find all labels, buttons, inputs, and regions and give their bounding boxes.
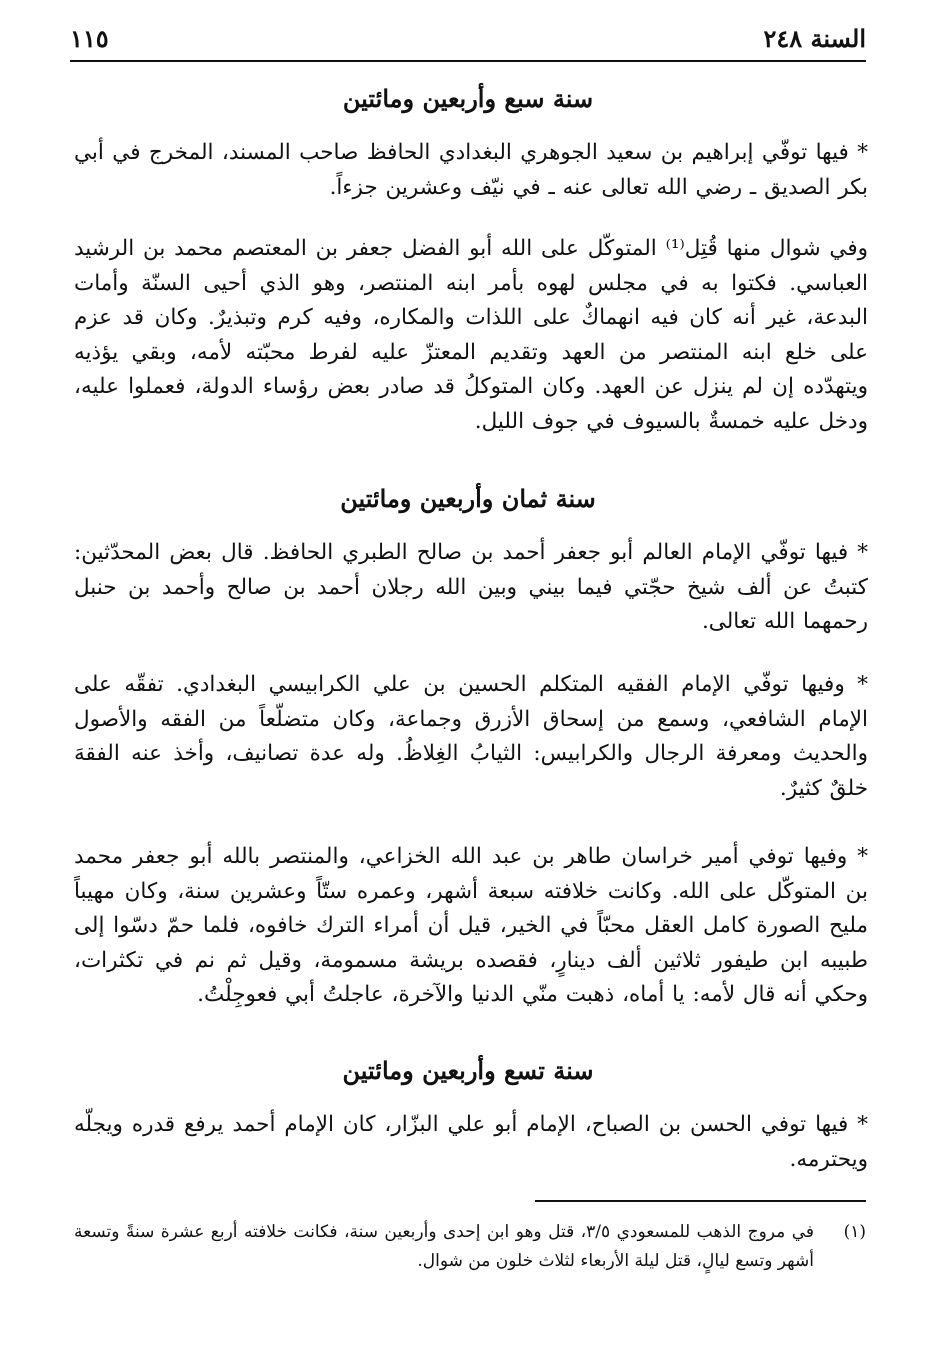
header-year: السنة ٢٤٨ xyxy=(763,24,866,53)
running-header xyxy=(70,22,866,62)
paragraph-249-hasan: * فيها توفي الحسن بن الصباح، الإمام أبو علي البزّار، كان الإمام أحمد يرفع قدره ويجلّه ويحترمه. xyxy=(74,1112,868,1172)
footnote-text: في مروج الذهب للمسعودي ٣/٥، قتل وهو ابن إحدى وأربعين سنة، فكانت خلافته أربع عشرة سنةً وتسعة أشهر وتسع ليالٍ، قتل ليلة الأربعاء لثلاث خلون من شوال. xyxy=(74,1222,814,1271)
footnote-separator xyxy=(535,1200,866,1202)
section-title-249: سنة تسع وأربعين ومائتين xyxy=(342,1056,594,1085)
footnote xyxy=(74,1218,866,1276)
section-title-248: سنة ثمان وأربعين ومائتين xyxy=(340,484,596,513)
paragraph-247-jawhari: * فيها توفّي إبراهيم بن سعيد الجوهري البغدادي الحافظ صاحب المسند، المخرج في أبي بكر الصديق ـ رضي الله تعالى عنه ـ في نيّف وعشرين جزءاً. xyxy=(74,140,868,200)
paragraph-247-mutawakkil: وفي شوال منها قُتِل⁽¹⁾ المتوكّل على الله أبو الفضل جعفر بن المعتصم محمد بن الرشيد العباسي. فكتوا به في مجلس لهوه بأمر ابنه المنتصر، وهو الذي أحيى السنّة وأمات البدعة، غير أنه كان فيه انهماكٌ على اللذات والمكاره، وفيه كرم وتبذيرٌ. وكان قد عزم على خلع ابنه المنتصر من العهد وتقديم المعتزّ عليه لفرط محبّته لأمه، وبقي يؤذيه ويتهدّده إن لم ينزل عن العهد. وكان المتوكلُ قد صادر بعض رؤساء الدولة، فعملوا عليه، ودخل عليه خمسةٌ بالسيوف في جوف الليل. xyxy=(74,236,869,434)
paragraph-248-muntasir: * وفيها توفي أمير خراسان طاهر بن عبد الله الخزاعي، والمنتصر بالله أبو جعفر محمد بن المتوكّل على الله. وكانت خلافته سبعة أشهر، وعمره ستّاً وعشرين سنة، وكان مهيباً مليح الصورة كامل العقل محبّاً في الخير، قيل أن أمراء الترك خافوه، فلما حمّ دسّوا إلى طبيبه ابن طيفور ثلاثين ألف دينارٍ، فقصده بريشة مسمومة، وقيل ثم نم في تكثرات، وحكي أنه قال لأمه: يا أماه، ذهبت منّي الدنيا والآخرة، عاجلتُ أبي فعوجِلْتُ. xyxy=(74,844,868,1007)
section-title-247: سنة سبع وأربعين ومائتين xyxy=(342,84,594,113)
paragraph-248-tabari: * فيها توفّي الإمام العالم أبو جعفر أحمد بن صالح الطبري الحافظ. قال بعض المحدّثين: كتبتُ عن ألف شيخ حجّتي فيما بيني وبين الله رجلان أحمد بن صالح وأحمد بن حنبل رحمهما الله تعالى. xyxy=(74,540,868,634)
footnote-marker: (١) xyxy=(843,1222,866,1242)
page-number: ١١٥ xyxy=(70,24,109,53)
paragraph-248-karabisi: * وفيها توفّي الإمام الفقيه المتكلم الحسين بن علي الكرابيسي البغدادي. تفقّه على الإمام الشافعي، وسمع من إسحاق الأزرق وجماعة، وكان متضلّعاً من الفقه والأصول والحديث ومعرفة الرجال والكرابيس: الثيابُ الغِلاظُ. وله عدة تصانيف، وأخذ عنه الفقهَ خلقٌ كثيرٌ. xyxy=(74,672,868,801)
